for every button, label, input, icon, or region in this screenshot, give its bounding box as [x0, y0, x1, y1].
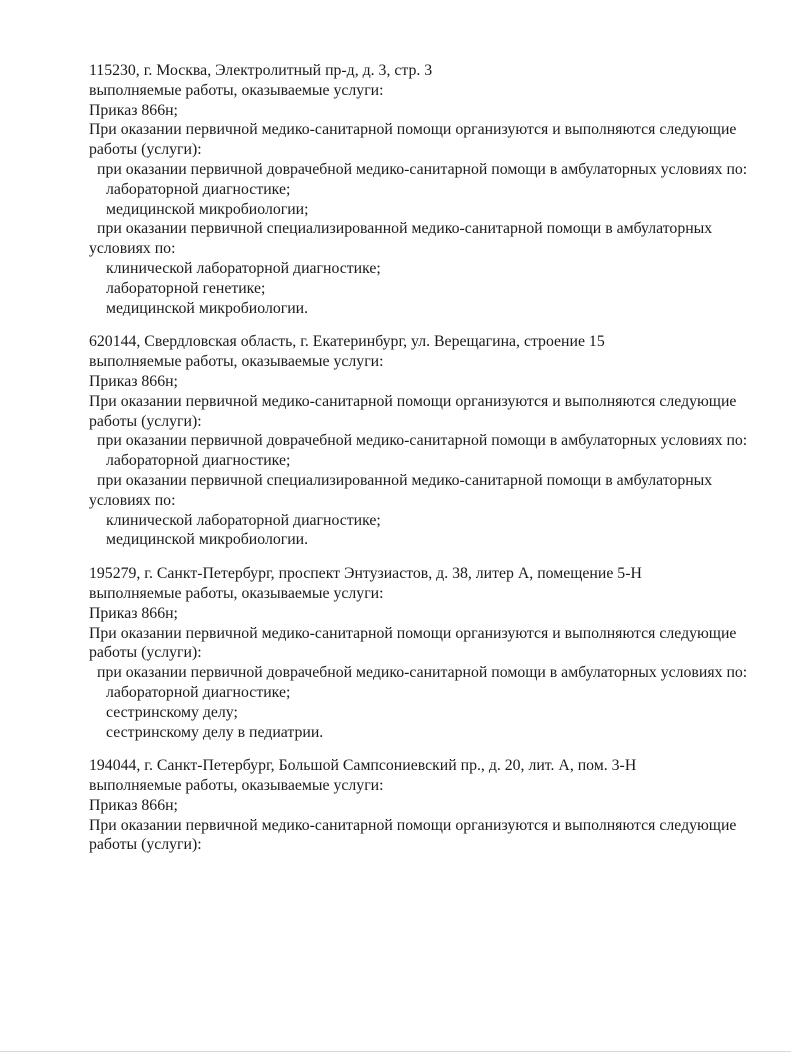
page-bottom-divider	[0, 1051, 791, 1052]
document-line: Приказ 866н;	[89, 796, 178, 814]
service-item-line: лабораторной диагностике;	[106, 452, 291, 470]
service-category-line: при оказании первичной доврачебной медико-санитарной помощи в амбулаторных условиях по:	[97, 432, 748, 450]
service-item-line: медицинской микробиологии.	[106, 299, 309, 317]
service-item-line: сестринскому делу в педиатрии.	[106, 723, 324, 741]
location-block	[89, 756, 749, 855]
service-item-line: клинической лабораторной диагностике;	[106, 511, 381, 529]
document-line: выполняемые работы, оказываемые услуги:	[89, 81, 384, 99]
document-line: При оказании первичной медико-санитарной помощи организуются и выполняются следующие работы (услуги):	[89, 392, 737, 430]
service-item-line: лабораторной генетике;	[106, 279, 266, 297]
location-block	[89, 564, 749, 742]
service-category-line: при оказании первичной доврачебной медико-санитарной помощи в амбулаторных условиях по:	[97, 664, 748, 682]
location-address: 195279, г. Санкт-Петербург, проспект Энтузиастов, д. 38, литер А, помещение 5-Н	[89, 565, 642, 583]
document-line: При оказании первичной медико-санитарной помощи организуются и выполняются следующие работы (услуги):	[89, 816, 737, 854]
document-line: выполняемые работы, оказываемые услуги:	[89, 353, 384, 371]
document-line: При оказании первичной медико-санитарной помощи организуются и выполняются следующие работы (услуги):	[89, 121, 737, 159]
service-item-line: сестринскому делу;	[106, 703, 238, 721]
document-line: Приказ 866н;	[89, 101, 178, 119]
location-address: 194044, г. Санкт-Петербург, Большой Сампсониевский пр., д. 20, лит. А, пом. 3-Н	[89, 757, 637, 775]
location-block	[89, 332, 749, 550]
service-item-line: медицинской микробиологии.	[106, 531, 309, 549]
service-category-line: при оказании первичной доврачебной медико-санитарной помощи в амбулаторных условиях по:	[97, 160, 748, 178]
document-line: выполняемые работы, оказываемые услуги:	[89, 584, 384, 602]
service-item-line: медицинской микробиологии;	[106, 200, 309, 218]
document-line: При оказании первичной медико-санитарной помощи организуются и выполняются следующие работы (услуги):	[89, 624, 737, 662]
location-block	[89, 61, 749, 318]
service-category-line: при оказании первичной специализированной медико-санитарной помощи в амбулаторных условиях по:	[89, 220, 713, 258]
service-item-line: клинической лабораторной диагностике;	[106, 259, 381, 277]
document-line: Приказ 866н;	[89, 372, 178, 390]
document-line: Приказ 866н;	[89, 604, 178, 622]
document-line: выполняемые работы, оказываемые услуги:	[89, 777, 384, 795]
document-body	[89, 61, 749, 855]
service-item-line: лабораторной диагностике;	[106, 683, 291, 701]
service-item-line: лабораторной диагностике;	[106, 180, 291, 198]
location-address: 620144, Свердловская область, г. Екатеринбург, ул. Верещагина, строение 15	[89, 333, 605, 351]
location-address: 115230, г. Москва, Электролитный пр-д, д. 3, стр. 3	[89, 62, 433, 79]
service-category-line: при оказании первичной специализированной медико-санитарной помощи в амбулаторных условиях по:	[89, 471, 713, 509]
